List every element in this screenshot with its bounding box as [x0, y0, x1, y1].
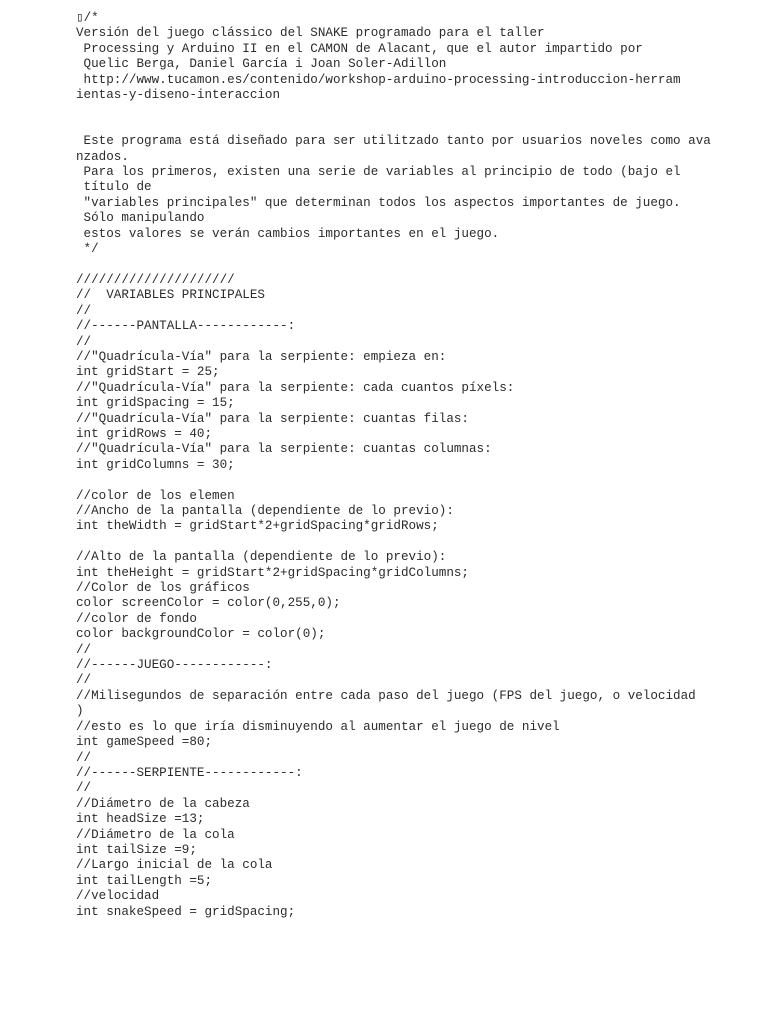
code-line: int snakeSpeed = gridSpacing; [76, 904, 296, 919]
code-line: int gridColumns = 30; [76, 457, 235, 472]
code-line: estos valores se verán cambios importantes en el juego. [76, 226, 500, 241]
code-line: título de [76, 180, 152, 195]
code-line: int gridSpacing = 15; [76, 396, 235, 411]
code-line: Versión del juego clássico del SNAKE programado para el taller [76, 26, 545, 41]
code-line: // [76, 303, 92, 318]
code-line: // [76, 334, 92, 349]
code-line: ///////////////////// [76, 272, 235, 287]
code-line: // [76, 750, 92, 765]
code-line: //Diámetro de la cabeza [76, 796, 250, 811]
code-line: // [76, 673, 92, 688]
code-line: Este programa está diseñado para ser utilitzado tanto por usuarios noveles como ava [76, 134, 711, 149]
code-line: //------PANTALLA------------: [76, 319, 296, 334]
code-line: nzados. [76, 149, 129, 164]
code-line: //velocidad [76, 889, 160, 904]
code-line: //Largo inicial de la cola [76, 858, 273, 873]
code-line: Sólo manipulando [76, 211, 205, 226]
code-line: int tailSize =9; [76, 842, 197, 857]
code-line: "variables principales" que determinan todos los aspectos importantes de juego. [76, 195, 681, 210]
code-line: // VARIABLES PRINCIPALES [76, 288, 265, 303]
code-line: // [76, 781, 92, 796]
code-line: //"Quadrícula-Vía" para la serpiente: cada cuantos píxels: [76, 380, 515, 395]
code-line: */ [76, 242, 99, 257]
code-line: //color de los elemen [76, 488, 235, 503]
code-line: //"Quadrícula-Vía" para la serpiente: cuantas filas: [76, 411, 469, 426]
code-line: Processing y Arduino II en el CAMON de Alacant, que el autor impartido por [76, 41, 643, 56]
code-line: //"Quadrícula-Vía" para la serpiente: empieza en: [76, 349, 447, 364]
code-line: //Milisegundos de separación entre cada paso del juego (FPS del juego, o velocidad [76, 688, 696, 703]
code-line: color screenColor = color(0,255,0); [76, 596, 341, 611]
code-line: ▯/* [76, 11, 99, 25]
code-line: int theHeight = gridStart*2+gridSpacing*gridColumns; [76, 565, 469, 580]
code-line: Quelic Berga, Daniel García i Joan Soler-Adillon [76, 57, 447, 72]
code-line: //"Quadrícula-Vía" para la serpiente: cuantas columnas: [76, 442, 492, 457]
code-line: http://www.tucamon.es/contenido/workshop-arduino-processing-introduccion-herram [76, 72, 681, 87]
code-line: ) [76, 704, 84, 719]
code-line: ientas-y-diseno-interaccion [76, 88, 281, 103]
code-line: int headSize =13; [76, 812, 205, 827]
code-line: int tailLength =5; [76, 873, 213, 888]
code-line: int gameSpeed =80; [76, 735, 213, 750]
code-line: //------JUEGO------------: [76, 658, 273, 673]
code-line: //color de fondo [76, 611, 197, 626]
code-line: //Ancho de la pantalla (dependiente de lo previo): [76, 504, 454, 518]
code-line: Para los primeros, existen una serie de variables al principio de todo (bajo el [76, 165, 681, 180]
code-line: int theWidth = gridStart*2+gridSpacing*gridRows; [76, 519, 439, 534]
document-page [76, 11, 756, 920]
code-line: // [76, 642, 92, 657]
code-line: //Alto de la pantalla (dependiente de lo previo): [76, 550, 447, 565]
code-line: int gridRows = 40; [76, 426, 213, 441]
code-line: //------SERPIENTE------------: [76, 765, 303, 780]
code-line: //Diámetro de la cola [76, 827, 235, 842]
code-line: color backgroundColor = color(0); [76, 627, 326, 642]
code-line: int gridStart = 25; [76, 365, 220, 380]
source-code-text [76, 11, 756, 920]
code-line: //esto es lo que iría disminuyendo al aumentar el juego de nivel [76, 719, 560, 734]
code-line: //Color de los gráficos [76, 581, 250, 596]
